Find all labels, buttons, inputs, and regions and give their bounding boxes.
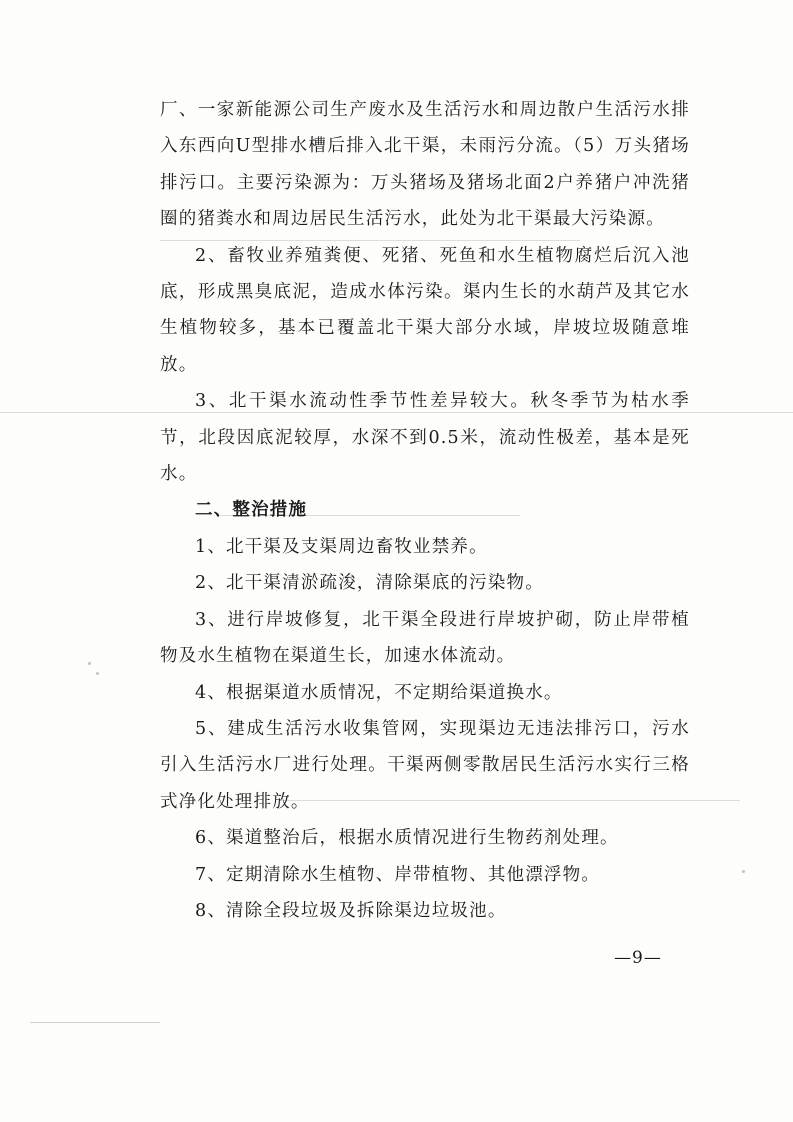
- measure-item-1: 1、北干渠及支渠周边畜牧业禁养。: [195, 536, 488, 557]
- scan-speck: [742, 870, 745, 873]
- paragraph-continuation: 厂、一家新能源公司生产废水及生活污水和周边散户生活污水排入东西向U型排水槽后排入北干渠，未雨污分流。（5）万头猪场排污口。主要污染源为：万头猪场及猪场北面2户养猪户冲洗猪圈的猪粪水和周边居民生活污水，此处为北干渠最大污染源。: [160, 100, 690, 230]
- measure-item-3: 3、进行岸坡修复，北干渠全段进行岸坡护砌，防止岸带植物及水生植物在渠道生长，加速水体流动。: [160, 609, 690, 667]
- paragraph-item-2: 2、畜牧业养殖粪便、死猪、死鱼和水生植物腐烂后沉入池底，形成黑臭底泥，造成水体污染。渠内生长的水葫芦及其它水生植物较多，基本已覆盖北干渠大部分水域，岸坡垃圾随意堆放。: [160, 245, 690, 375]
- measure-item-5: 5、建成生活污水收集管网，实现渠边无违法排污口，污水引入生活污水厂进行处理。干渠两侧零散居民生活污水实行三格式净化处理排放。: [160, 718, 690, 812]
- measure-item-4: 4、根据渠道水质情况，不定期给渠道换水。: [195, 682, 563, 703]
- body-text: [160, 92, 690, 929]
- scan-speck: [88, 662, 91, 665]
- measure-item-6: 6、渠道整治后，根据水质情况进行生物药剂处理。: [195, 828, 619, 849]
- page-number: —9—: [614, 948, 662, 968]
- measure-item-7: 7、定期清除水生植物、岸带植物、其他漂浮物。: [195, 864, 601, 885]
- footer-rule: [30, 1022, 160, 1023]
- measure-item-2: 2、北干渠清淤疏浚，清除渠底的污染物。: [195, 573, 544, 594]
- paragraph-item-3: 3、北干渠水流动性季节性差异较大。秋冬季节为枯水季节，北段因底泥较厚，水深不到0.5米，流动性极差，基本是死水。: [160, 391, 690, 485]
- measure-item-8: 8、清除全段垃圾及拆除渠边垃圾池。: [195, 900, 507, 921]
- section-heading: 二、整治措施: [195, 500, 308, 521]
- scan-speck: [96, 672, 99, 675]
